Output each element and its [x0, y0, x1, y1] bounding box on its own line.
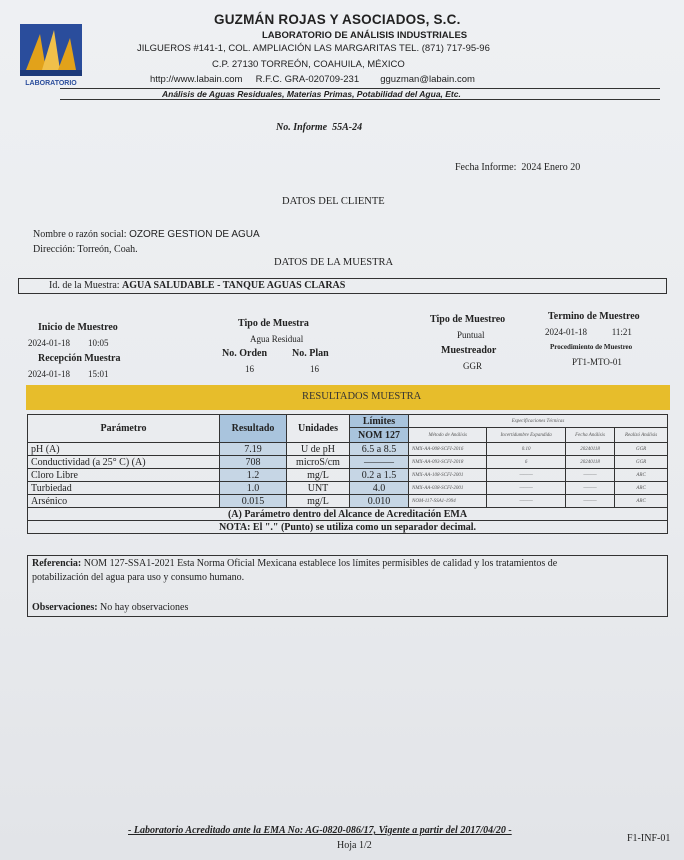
client-address-row	[33, 244, 138, 255]
cell-result: 708	[220, 456, 287, 469]
col-result: Resultado	[220, 415, 287, 443]
cell-result: 1.0	[220, 482, 287, 495]
cell-result: 0.015	[220, 495, 287, 508]
cell-result: 7.19	[220, 443, 287, 456]
lab-email[interactable]: gguzman@labain.com	[380, 74, 475, 85]
report-number-value: 55A-24	[332, 122, 363, 133]
cell-units: mg/L	[287, 495, 350, 508]
page-number: Hoja 1/2	[337, 840, 372, 851]
reference-label: Referencia:	[32, 558, 82, 569]
client-name-row	[33, 229, 260, 240]
cell-date: ———	[565, 482, 614, 495]
report-date-label: Fecha Informe:	[455, 162, 517, 173]
cell-units: mg/L	[287, 469, 350, 482]
client-name-label: Nombre o razón social:	[33, 229, 127, 240]
col-specs: Especificaciones Técnicas	[409, 415, 668, 428]
report-number-label: No. Informe	[276, 122, 328, 133]
cell-limit: 4.0	[350, 482, 409, 495]
cell-date: 20240118	[565, 443, 614, 456]
cell-analyst: GGR	[615, 443, 668, 456]
report-number	[276, 122, 362, 133]
cell-units: U de pH	[287, 443, 350, 456]
table-row	[28, 469, 668, 482]
cell-limit: ———	[350, 456, 409, 469]
start-datetime	[28, 338, 109, 348]
reference-text-2: potabilización del agua para uso y consumo humano.	[32, 572, 245, 583]
table-row	[28, 495, 668, 508]
reception-date: 2024-01-18	[28, 369, 70, 379]
cell-method: NOM-117-SSA1-1994	[409, 495, 487, 508]
end-date: 2024-01-18	[545, 327, 587, 337]
company-name: GUZMÁN ROJAS Y ASOCIADOS, S.C.	[214, 12, 461, 27]
lab-contact	[150, 74, 475, 85]
col-nom: NOM 127	[350, 428, 409, 443]
lab-services: Análisis de Aguas Residuales, Materias Primas, Potabilidad del Agua, Etc.	[162, 89, 461, 99]
plan-value: 16	[310, 364, 319, 374]
end-time: 11:21	[611, 327, 632, 337]
end-datetime	[545, 327, 632, 337]
col-method: Método de Análisis	[409, 428, 487, 443]
order-label: No. Orden	[222, 348, 267, 359]
col-units: Unidades	[287, 415, 350, 443]
reference-text-1: NOM 127-SSA1-2021 Esta Norma Oficial Mexicana establece los límites permisibles de calidad y los tratamientos de	[83, 558, 558, 569]
col-date: Fecha Análisis	[565, 428, 614, 443]
cell-param: pH (A)	[28, 443, 220, 456]
table-row	[28, 482, 668, 495]
sample-id-box	[18, 278, 667, 294]
cell-analyst: ARC	[615, 495, 668, 508]
sampler-label: Muestreador	[441, 345, 497, 356]
cell-unc: 6	[487, 456, 565, 469]
cell-param: Arsénico	[28, 495, 220, 508]
table-row	[28, 443, 668, 456]
sampler-value: GGR	[463, 361, 483, 371]
reception-time: 15:01	[88, 369, 109, 379]
cell-units: microS/cm	[287, 456, 350, 469]
cell-analyst: ARC	[615, 482, 668, 495]
cell-units: UNT	[287, 482, 350, 495]
sample-type-value: Agua Residual	[250, 334, 304, 344]
cell-date: ———	[565, 495, 614, 508]
lab-name: LABORATORIO DE ANÁLISIS INDUSTRIALES	[262, 30, 468, 41]
client-name-value: OZORE GESTION DE AGUA	[129, 229, 260, 240]
start-time: 10:05	[88, 338, 109, 348]
end-label: Termino de Muestreo	[548, 311, 640, 322]
cell-method: NMX-AA-008-SCFI-2016	[409, 443, 487, 456]
cell-result: 1.2	[220, 469, 287, 482]
header-divider-2	[60, 99, 660, 100]
col-analyst: Realizó Análisis	[615, 428, 668, 443]
start-date: 2024-01-18	[28, 338, 70, 348]
client-section-title: DATOS DEL CLIENTE	[282, 196, 385, 207]
reception-datetime	[28, 369, 109, 379]
form-code: F1-INF-01	[627, 833, 671, 844]
note-decimal: NOTA: El "." (Punto) se utiliza como un separador decimal.	[28, 521, 668, 534]
sample-id-label: Id. de la Muestra:	[49, 280, 120, 291]
reception-label: Recepción Muestra	[38, 353, 121, 364]
procedure-value: PT1-MTO-01	[572, 357, 622, 367]
plan-label: No. Plan	[292, 348, 329, 359]
col-uncertainty: Incertidumbre Expandida	[487, 428, 565, 443]
client-address-label: Dirección:	[33, 244, 76, 255]
cell-date: ———	[565, 469, 614, 482]
lab-logo	[20, 24, 82, 90]
sampling-type-label: Tipo de Muestreo	[430, 314, 506, 325]
svg-text:LABORATORIO: LABORATORIO	[25, 80, 77, 87]
lab-city: C.P. 27130 TORREÓN, COAHUILA, MÉXICO	[212, 59, 405, 70]
observations-row	[32, 602, 188, 613]
start-label: Inicio de Muestreo	[38, 322, 118, 333]
cell-method: NMX-AA-093-SCFI-2018	[409, 456, 487, 469]
observations-label: Observaciones:	[32, 602, 98, 613]
lab-address: JILGUEROS #141-1, COL. AMPLIACIÓN LAS MARGARITAS TEL. (871) 717-95-96	[137, 43, 490, 54]
sample-section-title: DATOS DE LA MUESTRA	[274, 257, 394, 268]
cell-unc: 0.10	[487, 443, 565, 456]
cell-unc: ———	[487, 495, 565, 508]
sample-id-value: AGUA SALUDABLE - TANQUE AGUAS CLARAS	[122, 280, 346, 291]
cell-unc: ———	[487, 469, 565, 482]
cell-param: Turbiedad	[28, 482, 220, 495]
sampling-type-value: Puntual	[457, 330, 485, 340]
lab-rfc: R.F.C. GRA-020709-231	[255, 74, 360, 85]
results-banner-label: RESULTADOS MUESTRA	[302, 391, 422, 402]
results-table	[27, 414, 668, 534]
order-value: 16	[245, 364, 254, 374]
sample-id-row	[49, 280, 345, 291]
sample-type-label: Tipo de Muestra	[238, 318, 309, 329]
lab-web[interactable]: http://www.labain.com	[150, 74, 243, 85]
lab-logo-icon	[20, 24, 82, 90]
col-param: Parámetro	[28, 415, 220, 443]
report-date-value: 2024 Enero 20	[521, 162, 581, 173]
note-ema: (A) Parámetro dentro del Alcance de Acreditación EMA	[28, 508, 668, 521]
client-address-value: Torreón, Coah.	[77, 244, 138, 255]
results-banner	[26, 385, 670, 410]
cell-analyst: GGR	[615, 456, 668, 469]
observations-value: No hay observaciones	[100, 602, 189, 613]
cell-analyst: ARC	[615, 469, 668, 482]
cell-limit: 0.010	[350, 495, 409, 508]
reference-box	[27, 555, 668, 617]
reference-line-1	[32, 558, 557, 569]
col-limits: Límites	[350, 415, 409, 428]
cell-limit: 6.5 a 8.5	[350, 443, 409, 456]
accreditation-note: - Laboratorio Acreditado ante la EMA No: AG-0820-086/17, Vigente a partir del 2017/04/20 -	[128, 825, 512, 836]
cell-param: Conductividad (a 25° C) (A)	[28, 456, 220, 469]
table-row	[28, 456, 668, 469]
cell-method: NMX-AA-108-SCFI-2001	[409, 469, 487, 482]
cell-method: NMX-AA-038-SCFI-2001	[409, 482, 487, 495]
procedure-label: Procedimiento de Muestreo	[550, 343, 633, 351]
report-date	[455, 162, 580, 173]
cell-unc: ———	[487, 482, 565, 495]
cell-date: 20240118	[565, 456, 614, 469]
cell-param: Cloro Libre	[28, 469, 220, 482]
cell-limit: 0.2 a 1.5	[350, 469, 409, 482]
